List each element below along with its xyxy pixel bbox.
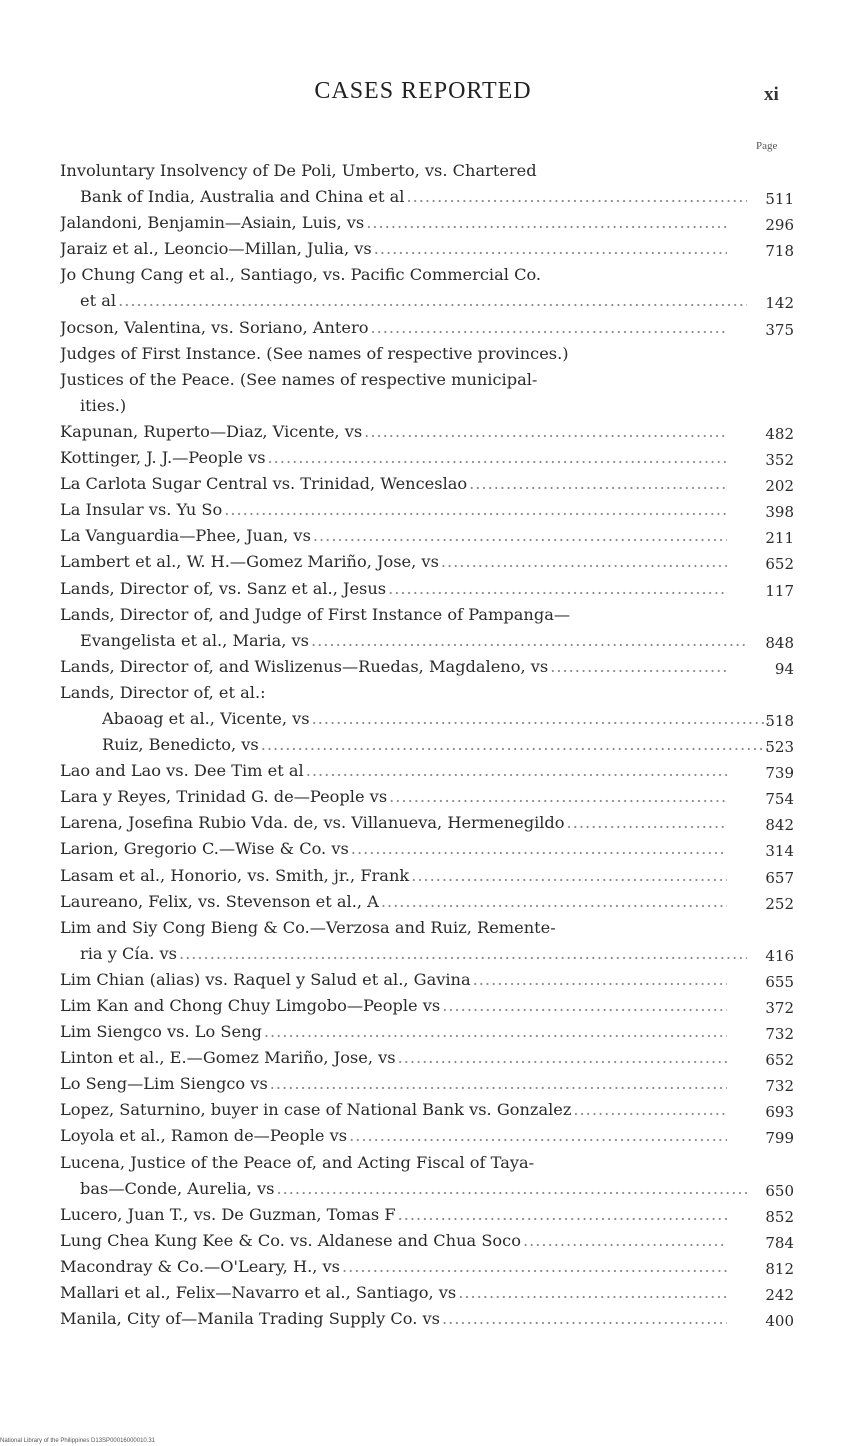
case-page-number: 482 [765,424,794,443]
dot-leader [351,836,727,862]
case-entry [60,262,800,288]
case-entry [60,497,800,523]
dot-leader [411,863,727,889]
dot-leader [276,1176,747,1202]
case-entry [60,915,800,941]
case-entry [60,889,800,915]
page-title: CASES REPORTED [314,78,532,104]
case-title: Linton et al., E.—Gomez Mariño, Jose, vs [60,1048,396,1068]
dot-leader [268,445,727,471]
case-title: Lambert et al., W. H.—Gomez Mariño, Jose, vs [60,552,439,572]
dot-leader [573,1097,727,1123]
case-entry [60,341,800,367]
dot-leader [389,784,727,810]
case-title: Larena, Josefina Rubio Vda. de, vs. Villanueva, Hermenegildo [60,813,565,833]
case-page-number: 242 [765,1286,794,1305]
dot-leader [550,654,727,680]
case-title: Judges of First Instance. (See names of respective provinces.) [60,343,569,363]
case-title: Jaraiz et al., Leoncio—Millan, Julia, vs [60,239,372,259]
case-page-number: 799 [765,1129,794,1148]
case-title: Jocson, Valentina, vs. Soriano, Antero [60,317,369,337]
case-page-number: 94 [774,659,794,678]
case-entry [60,836,800,862]
case-entry [60,210,800,236]
case-page-number: 739 [765,764,794,783]
case-entry-continuation [60,393,800,419]
case-entry [60,602,800,628]
case-title: Abaoag et al., Vicente, vs [102,708,310,728]
case-page-number: 812 [765,1259,794,1278]
dot-leader [270,1071,727,1097]
case-page-number: 655 [765,972,794,991]
dot-leader [366,210,727,236]
case-page-number: 400 [765,1312,794,1331]
case-page-number: 211 [765,529,794,548]
case-page-number: 296 [765,216,794,235]
case-title: Involuntary Insolvency of De Poli, Umberto, vs. Chartered [60,161,537,180]
case-entry-continuation [60,184,800,210]
page-column-label: Page [756,140,778,152]
dot-leader [349,1123,727,1149]
case-entry [60,1202,800,1228]
dot-leader [469,471,727,497]
case-entry [60,1254,800,1280]
case-title: Kapunan, Ruperto—Diaz, Vicente, vs [60,421,363,441]
case-title: Lung Chea Kung Kee & Co. vs. Aldanese and Chua Soco [60,1230,521,1250]
case-entry [60,471,800,497]
dot-leader [523,1228,727,1254]
case-title: ria y Cía. vs [80,943,177,963]
case-entry [60,732,800,758]
case-entry [60,810,800,836]
case-page-number: 784 [765,1233,794,1252]
case-title: Lim and Siy Cong Bieng & Co.—Verzosa and Ruiz, Remente- [60,917,556,937]
case-entry [60,445,800,471]
case-page-number: 372 [765,999,794,1017]
case-entry [60,863,800,889]
dot-leader [224,497,727,523]
case-page-number: 657 [765,868,794,887]
case-title: et al [80,291,117,311]
case-title: La Vanguardia—Phee, Juan, vs [60,526,311,546]
case-page-number: 375 [765,320,794,339]
case-entry [60,576,800,602]
case-page-number: 352 [765,451,794,470]
dot-leader [388,576,727,602]
case-page-number: 732 [765,1077,794,1096]
case-entry [60,654,800,680]
case-entry [60,1228,800,1254]
dot-leader [458,1280,727,1306]
case-title: Lands, Director of, and Judge of First Instance of Pampanga— [60,604,571,624]
case-page-number: 732 [765,1025,794,1044]
case-title: Lands, Director of, and Wislizenus—Ruedas, Magdaleno, vs [60,656,549,676]
case-entry [60,1045,800,1071]
case-entry [60,158,800,184]
case-page-number: 652 [765,555,794,574]
case-title: Lara y Reyes, Trinidad G. de—People vs [60,787,388,807]
case-title: Lao and Lao vs. Dee Tim et al [60,761,304,781]
case-page-number: 852 [765,1207,794,1226]
case-page-number: 252 [765,894,794,913]
dot-leader [364,419,727,445]
case-entry-continuation [60,628,800,654]
case-entry [60,1150,800,1176]
dot-leader [370,315,727,341]
dot-leader [406,184,747,210]
case-page-number: 314 [765,842,794,861]
case-entry [60,419,800,445]
case-title: Lands, Director of, et al.: [60,682,266,702]
case-page-number: 202 [765,477,794,496]
case-entry [60,993,800,1019]
case-title: Evangelista et al., Maria, vs [80,630,309,650]
case-title: Bank of India, Australia and China et al [80,187,405,207]
case-entry [60,1306,800,1332]
dot-leader [118,288,747,314]
case-page-number: 652 [765,1051,794,1070]
dot-leader [311,628,747,654]
case-page-number: 693 [765,1103,794,1122]
case-title: Jo Chung Cang et al., Santiago, vs. Pacific Commercial Co. [60,265,542,285]
case-index-list [60,158,800,1332]
case-title: Loyola et al., Ramon de—People vs [60,1126,348,1146]
case-page-number: 142 [765,294,794,313]
case-page-number: 416 [765,946,794,965]
case-page-number: 842 [765,816,794,835]
case-title: Larion, Gregorio C.—Wise & Co. vs [60,839,349,859]
dot-leader [374,236,727,262]
library-source-stamp: National Library of the Philippines D13SP00016000010.31 [0,1438,156,1444]
case-entry [60,523,800,549]
case-title: Lo Seng—Lim Siengco vs [60,1074,268,1094]
case-entry [60,1280,800,1306]
page-number: xi [764,84,779,105]
case-page-number: 650 [765,1181,794,1200]
case-title: Manila, City of—Manila Trading Supply Co. vs [60,1309,440,1329]
case-title: Lim Siengco vs. Lo Seng [60,1022,262,1042]
case-entry [60,1019,800,1045]
case-title: Justices of the Peace. (See names of respective municipal- [60,369,538,389]
case-entry [60,967,800,993]
dot-leader [567,810,727,836]
case-title: La Insular vs. Yu So [60,500,223,520]
case-title: Jalandoni, Benjamin—Asiain, Luis, vs [60,213,365,233]
case-entry [60,758,800,784]
case-title: Macondray & Co.—O'Leary, H., vs [60,1256,340,1276]
case-entry [60,315,800,341]
case-title: Lim Kan and Chong Chuy Limgobo—People vs [60,996,441,1015]
case-entry [60,367,800,393]
case-entry [60,1071,800,1097]
case-title: Lands, Director of, vs. Sanz et al., Jesus [60,578,387,598]
dot-leader [398,1202,727,1228]
case-title: Mallari et al., Felix—Navarro et al., Santiago, vs [60,1283,457,1303]
dot-leader [312,706,769,732]
case-title: Lucero, Juan T., vs. De Guzman, Tomas F [60,1204,396,1224]
case-title: Lim Chian (alias) vs. Raquel y Salud et al., Gavina [60,969,471,989]
case-title: Lasam et al., Honorio, vs. Smith, jr., Frank [60,865,410,885]
case-page-number: 398 [765,503,794,522]
case-entry [60,1097,800,1123]
case-title: Lucena, Justice of the Peace of, and Acting Fiscal of Taya- [60,1152,535,1172]
case-page-number: 718 [765,242,794,261]
dot-leader [306,758,727,784]
dot-leader [473,967,727,993]
case-page-number: 523 [765,738,794,757]
case-entry [60,706,800,732]
case-entry-continuation [60,941,800,967]
case-title: La Carlota Sugar Central vs. Trinidad, Wenceslao [60,474,468,494]
case-page-number: 518 [765,711,794,730]
case-entry-continuation [60,288,800,314]
dot-leader [441,549,727,575]
case-entry [60,549,800,575]
case-page-number: 754 [765,790,794,809]
dot-leader [342,1254,727,1280]
case-entry [60,680,800,706]
dot-leader [398,1045,727,1071]
dot-leader [442,1306,727,1332]
dot-leader [313,523,727,549]
case-title: bas—Conde, Aurelia, vs [80,1178,275,1198]
case-page-number: 511 [765,190,794,209]
dot-leader [381,889,727,915]
case-title: Lopez, Saturnino, buyer in case of National Bank vs. Gonzalez [60,1100,572,1120]
case-title: Kottinger, J. J.—People vs [60,448,266,468]
case-entry [60,1123,800,1149]
case-title: Ruiz, Benedicto, vs [102,735,259,755]
dot-leader [442,993,727,1019]
case-title: ities.) [80,395,127,415]
case-entry-continuation [60,1176,800,1202]
dot-leader [261,732,769,758]
dot-leader [264,1019,727,1045]
case-title: Laureano, Felix, vs. Stevenson et al., A [60,891,379,911]
dot-leader [179,941,747,967]
case-entry [60,784,800,810]
case-page-number: 848 [765,633,794,652]
case-entry [60,236,800,262]
case-page-number: 117 [765,581,794,600]
